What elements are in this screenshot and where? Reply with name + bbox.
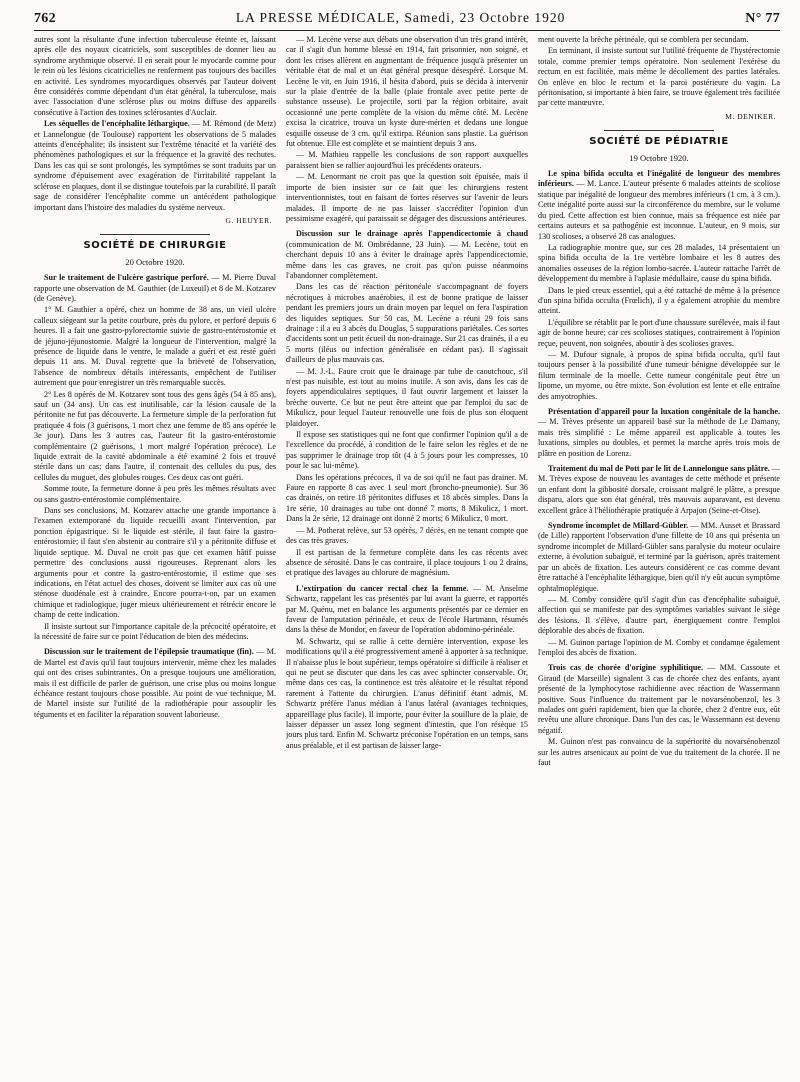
paragraph: M. Schwartz, qui se rallie à cette dernière intervention, expose les modifications qu'il a été progressivement amené à apporter à sa technique. Il n'abaisse plus le bout supérieur, temps opératoire si difficile à réaliser et qui ne peut se discuter que dans les cas avec sphincter conservable. Or, même dans ces cas, la continence est très aléatoire et le résultat répond rarement à l'attente du chirurgien. L'anus définitif étant admis, M. Schwartz préfère l'anus médian à l'anus latéral (avantages techniques, appareillage plus facile). Il importe, pour éviter la souillure de la plaie, de laisser dépasser un assez long segment d'intestin, que l'on résèque 15 jours plus tard. Enfin M. Schwartz préconise l'opération en un temps, sans anus préalable, et il est partisan de laisser large- xyxy=(286,636,528,750)
paragraph: En terminant, il insiste surtout sur l'utilité fréquente de l'hystérectomie totale, comme premier temps opératoire. Non seulement l'exérèse du rectum en est facilitée, mais même le décollement des parties latérales. On enlève en bloc le rectum et la paroi postérieure du vagin. La péritonisation, si importante à bien faire, se trouve également très facilitée par cette manœuvre. xyxy=(538,46,780,108)
article-text: — M. Trèves présente un appareil basé sur la méthode de Le Damany, mais très simplifié : Le même appareil est applicable à toutes les luxations, simples ou doubles, et permet la marche après trois mois de plâtre en position de Lorenz. xyxy=(538,417,780,458)
paragraph: — M. Comby considère qu'il s'agit d'un cas d'encéphalite subaiguë, affection qui se manifeste par des symptômes variables suivant le siège des lésions. Il s'élève, d'autre part, énergiquement contre l'emploi déplorable des abcès de fixation. xyxy=(538,594,780,636)
paragraph: Dans ses conclusions, M. Kotzarev attache une grande importance à l'examen extemporané du liquide recueilli avant l'intervention, par ponction épigastrique. Si le liquide est stérile, il faut faire la gastro-entérostomie; il faut s'en abstenir au contraire s'il y a péritonite diffuse et liquide septique. M. Duval ne croit pas que cet examen hâtif puisse permettre des conclusions aussi rigoureuses. Reprenant alors les arguments pour et contre la gastro-entérostomie, il estime que ses indications, en l'état actuel des choses, doivent se limiter aux cas où une sténose duodénale est à craindre. Encore pourra-t-on, par un examen chimique et radiologique, juger mieux ultérieurement et rétrécir encore le champ de cette indication. xyxy=(34,506,276,620)
article-heading: L'extirpation du cancer rectal chez la femme. xyxy=(296,583,469,593)
paragraph: Somme toute, la fermeture donne à peu près les mêmes résultats avec ou sans gastro-entérostomie complémentaire. xyxy=(34,484,276,504)
article-heading: Syndrome incomplet de Millard-Gübler. xyxy=(548,521,689,531)
paragraph: Dans le pied creux essentiel, qui a été rattaché de même à la présence d'un spina bifida occulta (Frœlich), il y a également atrophie du membre atteint. xyxy=(538,285,780,316)
article-text: — M. Pierre Duval rapporte une observation de M. Gauthier (de Luxeuil) et 8 de M. Kotzarev (de Genève). xyxy=(34,273,276,303)
paragraph: — M. Potherat relève, sur 53 opérés, 7 décès, en ne tenant compte que des cas très graves. xyxy=(286,525,528,546)
article-heading: Trois cas de chorée d'origine syphilitique. xyxy=(548,663,704,673)
paragraph xyxy=(286,584,528,636)
section-title: SOCIÉTÉ DE CHIRURGIE xyxy=(83,240,227,252)
column-right xyxy=(538,35,780,1075)
paragraph: Dans les opérations précoces, il va de soi qu'il ne faut pas drainer. M. Faure en rapporte 8 cas avec 1 seul mort (broncho-pneumonie). Sur 36 cas drainés, on retire 18 péritonites diffuses et 18 abcès simples. Dans la 1re série, 10 drainages au tube ont donné 7 morts, 8 Mikulicz, 1 mort. Dans la 2e série, 12 drainage ont donné 2 morts; 6 Mikulicz, 0 mort. xyxy=(286,472,528,524)
paragraph xyxy=(538,663,780,736)
paragraph: — M. J.-L. Faure croit que le drainage par tube de caoutchouc, s'il n'est pas nuisible, est tout au moins inutile. A son avis, dans les cas de foyers appendiculaires septiques, il faut ouvrir largement et laisser la brèche ouverte. Ce but ne peut être atteint que par l'emploi du sac de Mikulicz, pour lequel l'auteur renouvelle une fois de plus son éloquent plaidoyer. xyxy=(286,366,528,428)
paragraph xyxy=(538,521,780,594)
paragraph: Il insiste surtout sur l'importance capitale de la précocité opératoire, et la nécessité de faire sur ce point l'éducation de bien des médecins. xyxy=(34,621,276,641)
divider xyxy=(604,130,714,131)
paragraph xyxy=(286,229,528,281)
session-date: 20 Octobre 1920. xyxy=(125,256,185,267)
article-heading: Le spina bifida occulta et l'inégalité de longueur des membres inférieurs. xyxy=(538,169,780,189)
paragraph: — M. Lenormant ne croit pas que la question soit épuisée, mais il importe de bien insister sur ce fait que les chirurgiens restent interventionnistes, tout en faisant de fortes réserves sur l'avenir de leurs malades. Il importe de ne pas laisser s'accréditer l'opinion d'un pessimisme exagéré, qui paraissait se dégager des discussions antérieures. xyxy=(286,172,528,223)
paragraph xyxy=(538,464,780,516)
paragraph: 2° Les 8 opérés de M. Kotzarev sont tous des gens âgés (54 à 85 ans), sauf un (34 ans). Un cas est inutilisable, car la lésion causale de la péritonite ne fut pas découverte. La fermeture simple de la perforation fut pratiquée 4 fois (3 guérisons, 1 mort chez une femme de 85 ans opérée le 3e jour). Dans les 3 autres cas, l'auteur fit la gastro-entérostomie complémentaire (2 guérisons, 1 mort malgré l'opération précoce). Le liquide extrait de la cavité abdominale a été examiné 2 fois et trouvé stérile dans un cas; dans l'autre, il contenait des cellules du pus, des cellules du muguet, des globules rouges. Ces deux cas ont guéri. xyxy=(34,389,276,482)
column-left xyxy=(34,35,276,1075)
paragraph xyxy=(538,169,780,242)
article-heading: Discussion sur le drainage après l'appendicectomie à chaud xyxy=(296,229,528,239)
paragraph: — M. Dufour signale, à propos de spina bifida occulta, qu'il faut toujours penser à la possibilité d'une tumeur bénigne développée sur le filum terminale de la moelle. Cette tumeur congénitale peut être un lipome, un myome, ou être mixte. Son évolution est lente et elle entraîne des amyotrophies. xyxy=(538,349,780,401)
article-text: — M. Rémond (de Metz) et Lannelongue (de Toulouse) rapportent les observations de 5 malades atteints d'encéphalite; ils insistent sur l'extrême ténacité et la variété des phénomènes pathologiques et sur la fréquence et la gravité des rechutes. Dans les cas qui se sont prolongés, les symptômes se sont traduits par un syndrome d'épuisement avec exagération de l'irritabilité rappelant la sclérose en plaques, dont il se distingue toutefois par la curabilité. Il paraît sage de considérer l'encéphalite comme un antécédent pathologique important dans l'histoire des maladies du système nerveux. xyxy=(34,119,276,212)
column-middle xyxy=(286,35,528,1075)
issue-number: N° 77 xyxy=(745,11,780,26)
paragraph: L'équilibre se rétablit par le port d'une chaussure surélevée, mais il faut agir de bonne heure; car ces scolioses statiques, contrairement à l'opinion reçue, peuvent, non soignées, aboutir à des scolioses graves. xyxy=(538,317,780,348)
divider xyxy=(100,234,210,235)
paragraph: Dans les cas de réaction péritonéale s'accompagnant de foyers nécrotiques à microbes anaérobies, il est de bonne pratique de laisser pendant les premiers jours un drain moyen par lequel on fera l'aspiration des liquides septiques. Sur 50 cas, M. Lecène a réuni 29 fois sans drainage : il a eu 3 abcès du Douglas, 5 suppurations pariétales. Ces sortes d'accidents sont un petit écueil du non-drainage. Sur 21 cas drainés, il a eu 5 morts (iléus ou infection généralisée en cédant pas). Il s'agissait d'ailleurs de plus mauvais cas. xyxy=(286,282,528,365)
paragraph: — M. Guinon partage l'opinion de M. Comby et condamne également l'emploi des abcès de fixation. xyxy=(538,637,780,657)
columns xyxy=(34,35,780,1075)
author-signature: G. HEUYER. xyxy=(225,215,272,225)
paragraph: — M. Lecène verse aux débats une observation d'un très grand intérêt, car il s'agit d'un homme blessé en 1914, fait prisonnier, non soigné, et dont les crises allèrent en augmentant de fréquence jusqu'à présenter un véritable état de mal et un état général presque désespéré. Lorsque M. Lecène le vit, en Juin 1916, il hésita d'abord, puis se décida à intervenir sur la plaie d'entrée de la balle (plaie frontale avec petite perte de substance osseuse). Le projectile, sorti par la région orbitaire, avait occasionné une perte complète de la vision du même côté. M. Lecène excisa la cicatrice, trouva un kyste dure-mérien et dedans une longue esquille osseuse de 3 cm. qu'il extirpa. Réunion sans plastie. La guérison fut obtenue. Elle est complète et se maintient depuis 3 ans. xyxy=(286,35,528,149)
article-text: — M. Lance. L'auteur présente 6 malades atteints de scoliose statique par inégalité de longueur des membres inférieurs (1 cm. à 3 cm.). Cette inégalité porte aussi sur la circonférence du membre, sur le volume du pied. Cette affection est bien connue, mais sa fréquence est niée par certains auteurs et sa pathogénie est inconnue. L'auteur, en 9 mois, sur 130 scolioses, a observé 28 cas analogues. xyxy=(538,179,780,241)
article-heading: Discussion sur le traitement de l'épilepsie traumatique (fin). xyxy=(44,647,254,657)
session-date: 19 Octobre 1920. xyxy=(629,152,689,163)
paragraph xyxy=(34,273,276,304)
article-text: — MM. Ausset et Brassard (de Lille) rapportent l'observation d'une fillette de 10 ans qui présenta un syndrome incomplet de Millard-Gübler sans paralysie du moteur oculaire externe, à évolution subaiguë, et terminé par la guérison, après traitement par un abcès de fixation. Les auteurs considèrent ce cas comme devant être rattaché à l'encéphalite léthargique, bien qu'il n'y eût aucun symptôme ophtalmoplégique. xyxy=(538,521,780,593)
paragraph: — M. Mathieu rappelle les conclusions de son rapport auxquelles paraissent bien se rallier aujourd'hui les précédents orateurs. xyxy=(286,150,528,170)
paragraph: 1° M. Gauthier a opéré, chez un homme de 38 ans, un vieil ulcère calleux siégeant sur la petite courbure, près du pylore, et perforé depuis 6 heures. Il a fait une gastro-pylorectomie suivie de gastro-entérostomie et de jéjuno-jéjunostomie. Malgré la longueur de l'intervention, malgré la présence de liquide dans le ventre, le malade a guéri et est resté guéri depuis 11 ans. M. Duval regrette que la brièveté de l'observation, l'absence de nombreux détails intéressants, empêchent de l'utiliser autrement que pour enregistrer un très remarquable succès. xyxy=(34,305,276,388)
section-title: SOCIÉTÉ DE PÉDIATRIE xyxy=(589,136,729,148)
paragraph xyxy=(34,647,276,720)
paragraph: La radiographie montre que, sur ces 28 malades, 14 présentaient un spina bifida occulta de la 1re vertèbre lombaire et les 8 autres des anomalies osseuses de la région lombo-sacrée. L'auteur rattache l'arrêt de développement du membre à l'aplasie médullaire, cause du spina bifida. xyxy=(538,242,780,284)
paragraph: M. Guinon n'est pas convaincu de la supériorité du novarsénobenzol sur les autres arsenicaux au point de vue du traitement de la chorée. Il ne faut xyxy=(538,737,780,767)
journal-title: LA PRESSE MÉDICALE, Samedi, 23 Octobre 1920 xyxy=(235,10,566,25)
article-text: — M. Anselme Schwartz, rappelant les cas présentés par lui avant la guerre, et rapportés par M. Quénu, met en balance les arguments présentés par ce dernier en faveur de l'amputation périnéale, et ceux de l'école Hartmann, résumés dans la thèse de Mondor, en faveur de l'opération abdomino-périnéale. xyxy=(286,583,528,635)
article-heading: Sur le traitement de l'ulcère gastrique perforé. xyxy=(44,273,209,283)
article-text: — MM. Cassoute et Giraud (de Marseille) signalent 3 cas de chorée chez des enfants, ayant présenté de la lymphocytose rachidienne avec réaction de Wassermann positive. Sous l'influence du traitement par le novarsénobenzol, les 3 malades ont guéri rapidement, bien que la chorée, chez 2 d'entre eux, eût revêtu une allure chronique. Dans l'un des cas, le Wassermann est devenu négatif. xyxy=(538,663,780,735)
paragraph: autres sont la résultante d'une infection tuberculeuse éteinte et, laissant après elle des noyaux cicatriciels, sont susceptibles de donner lieu au syndrome arythmique observé. Il en serait pour le myocarde comme pour le rein où les lésions cicatricielles ne renferment pas toujours des bacilles en activité. Les syndromes myocardiques observés par l'auteur doivent être considérés comme dépendant d'un état général, la tuberculose, mais avec l'association d'une sclérose plus ou moins diffuse des appareils consécutive à l'action des toxines sclérosantes d'Auclair. xyxy=(34,35,276,117)
article-heading: Les séquelles de l'encéphalite léthargique. xyxy=(44,119,190,129)
paragraph: Il expose ses statistiques qui ne font que confirmer l'opinion qu'il a de l'excellence du procédé, à condition de le faire selon les règles et de ne pas supprimer le drainage trop tôt (4 à 5 jours pour les compresses, 10 pour le sac lui-même). xyxy=(286,430,528,471)
paragraph: Il est partisan de la fermeture complète dans les cas récents avec absence de sérosité. Dans le cas contraire, il place toujours 1 ou 2 drains, et pratique des lavages au chlorure de magnésium. xyxy=(286,547,528,578)
paragraph: ment ouverte la brèche périnéale, qui se comblera per secundam. xyxy=(538,35,749,44)
paragraph xyxy=(34,119,276,213)
article-heading: Présentation d'appareil pour la luxation congénitale de la hanche. xyxy=(548,407,780,416)
article-text: (communication de M. Ombrédanne, 23 Juin). — M. Lecène, tout en cherchant depuis 10 ans à éviter le drainage après l'appendicectomie, même dans les cas graves, ne croit pas qu'on puisse néanmoins l'abandonner complètement. xyxy=(286,239,528,280)
author-signature: M. DENIKER. xyxy=(725,111,776,121)
paragraph xyxy=(538,407,780,459)
page-number: 762 xyxy=(34,11,56,26)
article-text: — M. Trèves expose de nouveau les avantages de cette méthode et présente un enfant dont la gibbosité dorsale, croissant malgré le plâtre, a presque disparu, alors que son état général, très mauvais auparavant, est devenu excellent grâce à l'héliothérapie pratiquée à Arpajon (Seine-et-Oise). xyxy=(538,464,780,515)
page-header xyxy=(34,10,780,31)
article-text: — M. de Martel est d'avis qu'il faut toujours intervenir, même chez les malades qui ont des crises subintrantes. On a presque toujours une amélioration, mais il est difficile de parler de guérison, une crise plus ou moins longue échéance restant toujours chose possible. Au point de vue technique, M. de Martel insiste sur l'utilité de la radiothérapie pour assouplir les téguments et en faciliter la réparation souvent laborieuse. xyxy=(34,647,276,719)
article-heading: Traitement du mal de Pott par le lit de Lannelongue sans plâtre. xyxy=(548,464,770,474)
